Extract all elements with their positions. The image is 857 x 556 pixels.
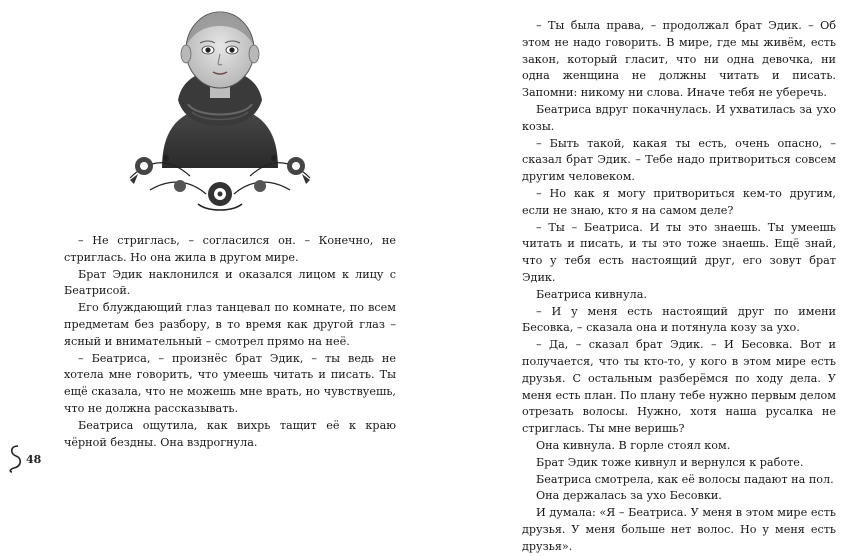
paragraph: Беатриса вдруг покачнулась. И ухватилась за ухо козы. [522,102,836,133]
paragraph: И думала: «Я – Беатриса. У меня в этом мире есть друзья. У меня больше нет волос. Но у меня есть друзья». [522,506,836,553]
paragraph: – И у меня есть настоящий друг по имени Бесовка, – сказала она и потянула козу за ухо. [522,304,836,335]
paragraph: – Ты – Беатриса. И ты это знаешь. Ты умеешь читать и писать, и ты это тоже знаешь. Ещё знай, что у тебя есть настоящий друг, его зовут брат Эдик. [522,220,836,284]
paragraph: Она кивнула. В горле стоял ком. [536,438,731,452]
left-text-column [64,233,396,451]
portrait-svg [110,8,330,218]
right-text-column [522,18,836,556]
paragraph: Его блуждающий глаз танцевал по комнате, по всем предметам без разбору, в то время как другой глаз – ясный и внимательный – смотрел прямо на неё. [64,301,396,348]
paragraph: Она держалась за ухо Бесовки. [536,489,722,503]
paragraph: Беатриса смотрела, как её волосы падают на пол. [536,472,834,486]
flourish-icon [6,444,24,474]
paragraph: – Быть такой, какая ты есть, очень опасно, – сказал брат Эдик. – Тебе надо притвориться совсем другим человеком. [522,136,836,184]
paragraph: – Но как я могу притвориться кем-то другим, если не знаю, кто я на самом деле? [522,186,836,217]
boy-portrait-illustration [110,8,330,218]
paragraph: – Ты была права, – продолжал брат Эдик. – Об этом не надо говорить. В мире, где мы живём, есть закон, который гласит, что ни одна девочка, ни одна женщина не должны читать и писать. Запомни: никому ни слова. Иначе тебя не уберечь. [522,19,836,100]
paragraph: Беатриса кивнула. [536,287,647,301]
paragraph: Брат Эдик наклонился и оказался лицом к лицу с Беатрисой. [64,267,396,298]
paragraph: – Не стриглась, – согласился он. – Конечно, не стриглась. Но она жила в другом мире. [64,234,396,264]
page-number [6,444,41,474]
paragraph: – Да, – сказал брат Эдик. – И Бесовка. Вот и получается, что ты кто-то, у кого в этом мире есть друзья. С остальным разберёмся по ходу дела. У меня есть план. По плану тебе нужно первым делом отрезать волосы. Нужно, хотя наша русалка не стриглась. Ты мне веришь? [522,338,836,436]
paragraph: Беатриса ощутила, как вихрь тащит её к краю чёрной бездны. Она вздрогнула. [64,418,396,449]
paragraph: – Беатриса, – произнёс брат Эдик, – ты ведь не хотела мне говорить, что умеешь читать и писать. Ты ещё сказала, что не можешь мне врать, но чувствуешь, что не должна рассказывать. [64,351,396,415]
page-number-label: 48 [26,452,42,466]
paragraph: Брат Эдик тоже кивнул и вернулся к работе. [536,455,804,469]
